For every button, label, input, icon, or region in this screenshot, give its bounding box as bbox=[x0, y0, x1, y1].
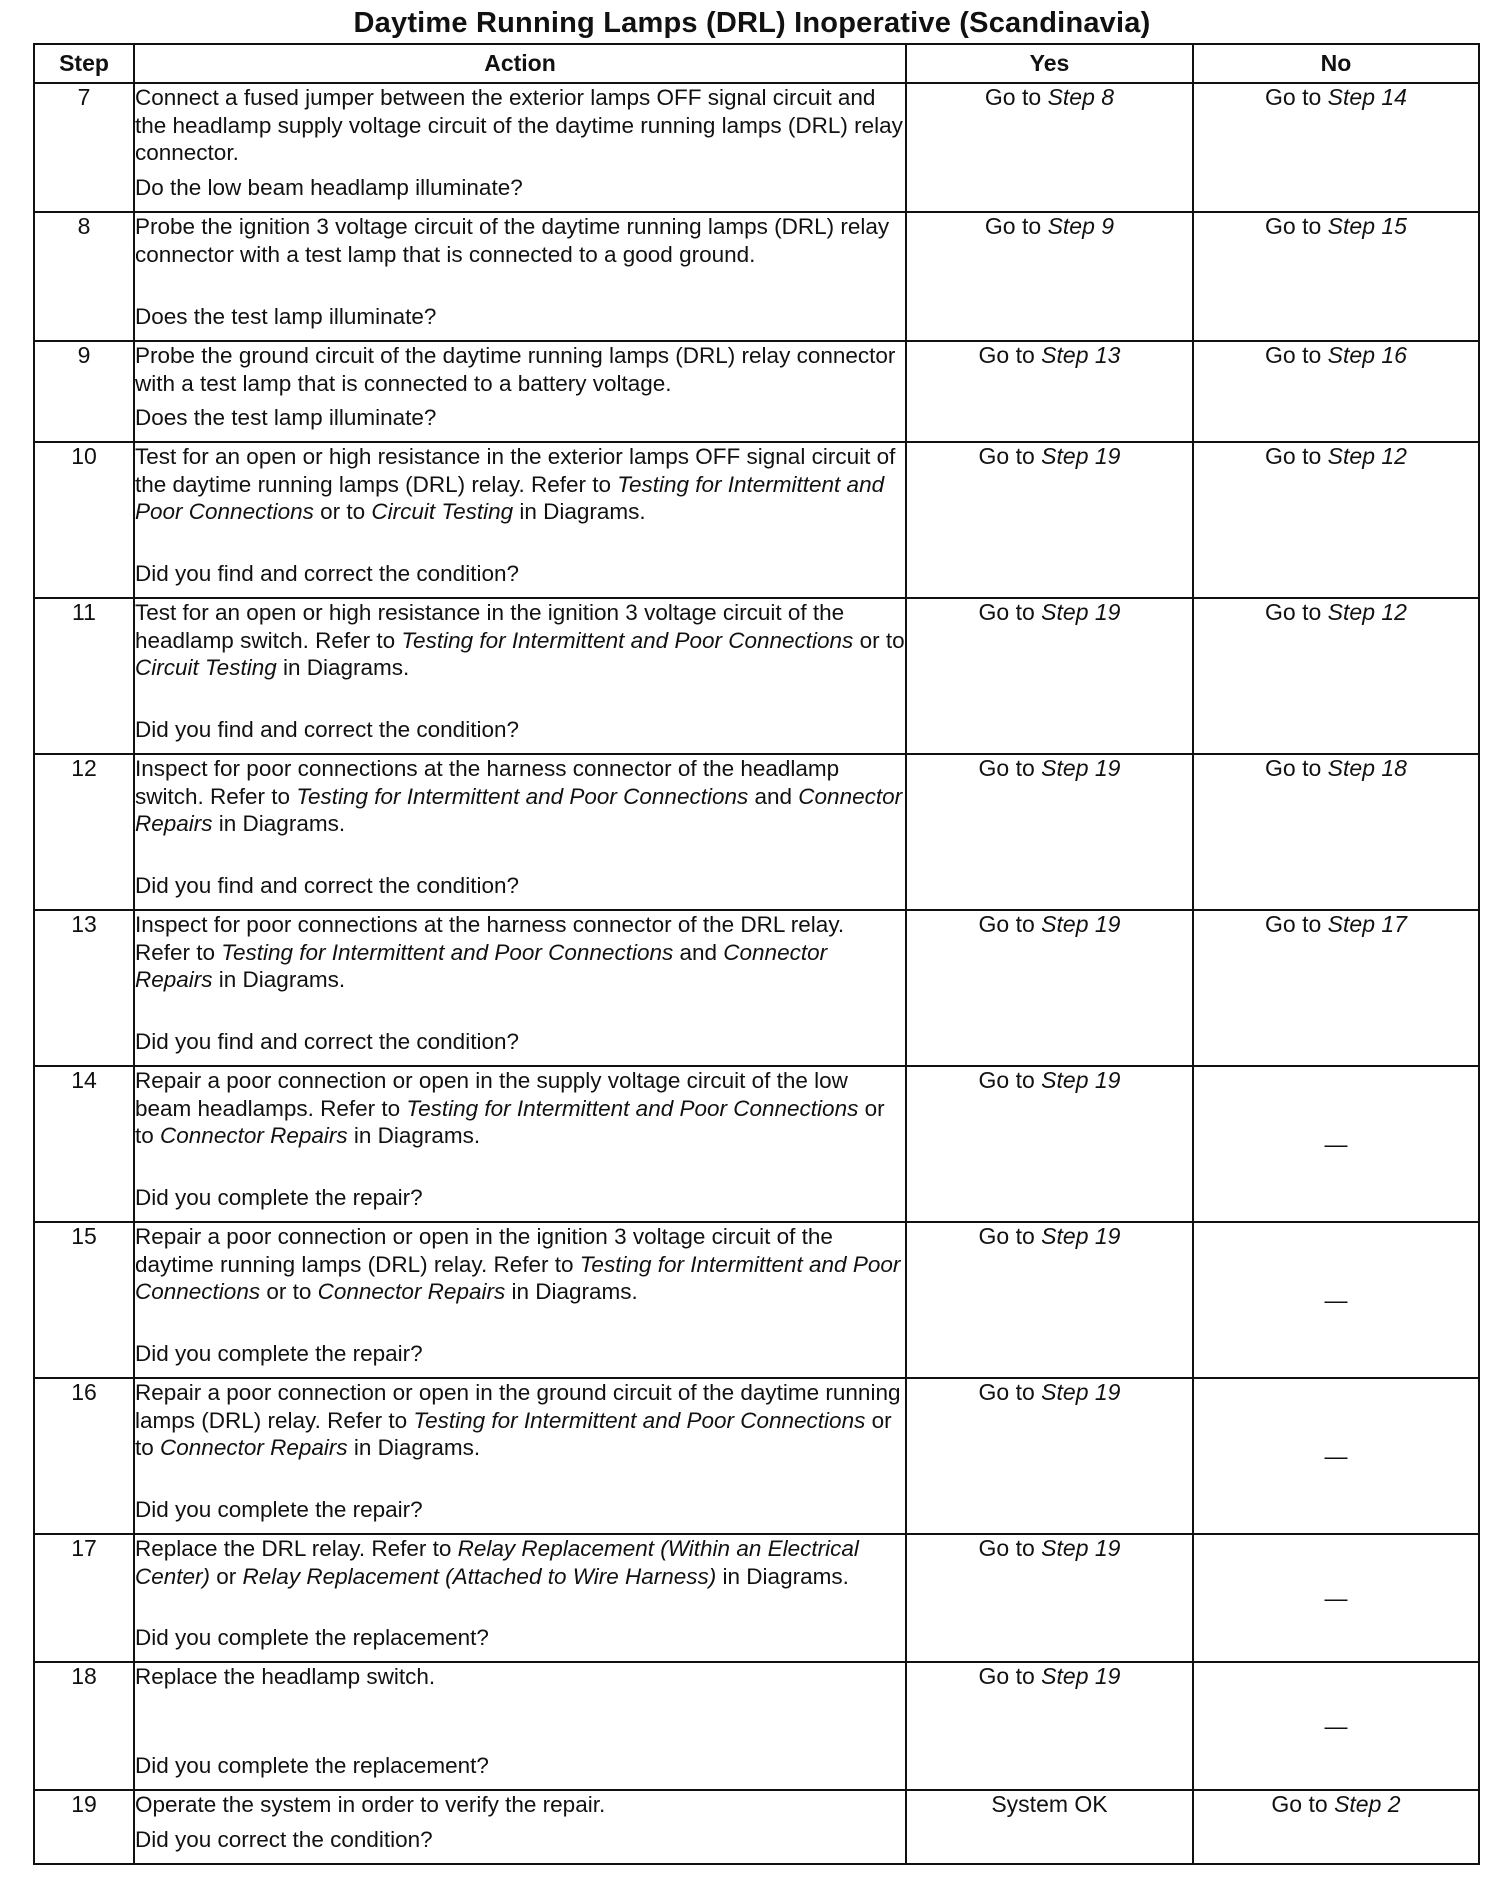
no-cell bbox=[1193, 1662, 1479, 1790]
action-question: Did you find and correct the condition? bbox=[135, 872, 519, 898]
step-reference: Step 19 bbox=[1041, 599, 1121, 625]
action-cell bbox=[134, 212, 906, 341]
step-reference: Step 18 bbox=[1327, 755, 1407, 781]
no-cell bbox=[1193, 212, 1479, 341]
go-to-label: Go to bbox=[978, 1223, 1035, 1249]
action-instruction bbox=[135, 911, 905, 994]
step-number: 18 bbox=[34, 1662, 134, 1790]
table-row bbox=[34, 1790, 1479, 1864]
instruction-text: Repair a poor connection or open in the ignition 3 voltage circuit of the daytime running lamps (DRL) relay. Refer to bbox=[135, 1224, 833, 1277]
step-number: 13 bbox=[34, 910, 134, 1066]
instruction-text: Repair a poor connection or open in the supply voltage circuit of the low beam headlamps. Refer to bbox=[135, 1068, 848, 1121]
table-row bbox=[34, 1378, 1479, 1534]
step-reference: Step 19 bbox=[1041, 911, 1121, 937]
step-reference: Step 19 bbox=[1041, 1379, 1121, 1405]
go-to-label: Go to bbox=[1265, 443, 1322, 469]
go-to-label: Go to bbox=[978, 443, 1035, 469]
action-cell bbox=[134, 83, 906, 212]
action-cell bbox=[134, 1222, 906, 1378]
instruction-text: Repair a poor connection or open in the ground circuit of the daytime running lamps (DRL) relay. Refer to bbox=[135, 1380, 901, 1433]
yes-cell bbox=[906, 83, 1193, 212]
table-row bbox=[34, 1222, 1479, 1378]
action-instruction bbox=[135, 1223, 905, 1306]
reference-title: Testing for Intermittent and Poor Connections bbox=[401, 627, 854, 653]
step-reference: Step 15 bbox=[1327, 213, 1407, 239]
reference-title: Circuit Testing bbox=[135, 655, 277, 680]
reference-title: Connector Repairs bbox=[160, 1435, 348, 1460]
go-to-label: Go to bbox=[1271, 1791, 1328, 1817]
step-number: 8 bbox=[34, 212, 134, 341]
table-row bbox=[34, 754, 1479, 910]
reference-title: Testing for Intermittent and Poor Connections bbox=[413, 1407, 866, 1433]
reference-title: Testing for Intermittent and Poor Connections bbox=[135, 471, 885, 524]
action-cell bbox=[134, 754, 906, 910]
go-to-label: Go to bbox=[1265, 342, 1322, 368]
reference-title: Relay Replacement (Attached to Wire Harness) bbox=[242, 1563, 717, 1589]
action-question: Does the test lamp illuminate? bbox=[135, 303, 437, 329]
go-to-label: Go to bbox=[1265, 84, 1322, 110]
instruction-text: or to bbox=[135, 1407, 892, 1460]
go-to-label: Go to bbox=[978, 755, 1035, 781]
no-answer-dash: — bbox=[1324, 1584, 1348, 1611]
instruction-text: in Diagrams. bbox=[347, 1123, 481, 1148]
action-instruction bbox=[135, 213, 905, 268]
action-instruction bbox=[135, 755, 905, 838]
go-to-label: Go to bbox=[984, 213, 1042, 239]
step-reference: Step 2 bbox=[1334, 1791, 1401, 1817]
yes-cell bbox=[906, 1534, 1193, 1662]
instruction-text: or to bbox=[313, 499, 372, 524]
step-number: 10 bbox=[34, 442, 134, 598]
action-instruction bbox=[135, 1535, 905, 1590]
yes-cell bbox=[906, 1662, 1193, 1790]
step-number: 7 bbox=[34, 83, 134, 212]
no-answer-dash: — bbox=[1324, 1130, 1348, 1157]
step-reference: Step 19 bbox=[1041, 1067, 1121, 1093]
action-question: Did you complete the repair? bbox=[135, 1340, 423, 1366]
table-row bbox=[34, 212, 1479, 341]
reference-title: Connector Repairs bbox=[160, 1123, 348, 1148]
instruction-text: Inspect for poor connections at the harness connector of the DRL relay. Refer to bbox=[135, 912, 845, 965]
yes-cell bbox=[906, 1378, 1193, 1534]
action-question: Do the low beam headlamp illuminate? bbox=[135, 174, 523, 200]
no-cell bbox=[1193, 341, 1479, 442]
yes-cell bbox=[906, 1222, 1193, 1378]
instruction-text: Probe the ignition 3 voltage circuit of the daytime running lamps (DRL) relay connector with a test lamp that is connected to a good ground. bbox=[135, 214, 890, 267]
step-reference: Step 9 bbox=[1047, 213, 1115, 239]
instruction-text: in Diagrams. bbox=[212, 811, 346, 836]
go-to-label: Go to bbox=[1265, 911, 1322, 937]
step-number: 16 bbox=[34, 1378, 134, 1534]
action-instruction bbox=[135, 599, 905, 682]
step-reference: Step 13 bbox=[1041, 342, 1121, 368]
go-to-label: Go to bbox=[978, 1067, 1035, 1093]
reference-title: Testing for Intermittent and Poor Connections bbox=[296, 783, 749, 809]
instruction-text: or to bbox=[135, 1095, 885, 1148]
action-cell bbox=[134, 1662, 906, 1790]
step-reference: Step 19 bbox=[1041, 1535, 1121, 1561]
step-reference: Step 8 bbox=[1047, 84, 1115, 110]
page-title: Daytime Running Lamps (DRL) Inoperative (Scandinavia) bbox=[353, 7, 1151, 39]
instruction-text: in Diagrams. bbox=[513, 499, 646, 524]
no-answer-dash: — bbox=[1324, 1442, 1348, 1469]
instruction-text: Probe the ground circuit of the daytime running lamps (DRL) relay connector with a test lamp that is connected to a battery voltage. bbox=[135, 343, 896, 396]
instruction-text: Test for an open or high resistance in the ignition 3 voltage circuit of the headlamp switch. Refer to bbox=[135, 600, 845, 653]
yes-cell bbox=[906, 212, 1193, 341]
instruction-text: in Diagrams. bbox=[347, 1435, 481, 1460]
go-to-label: Go to bbox=[978, 911, 1035, 937]
no-cell bbox=[1193, 754, 1479, 910]
action-cell bbox=[134, 910, 906, 1066]
yes-cell bbox=[906, 598, 1193, 754]
table-header-row bbox=[34, 44, 1479, 83]
action-instruction bbox=[135, 84, 905, 167]
reference-title: Circuit Testing bbox=[371, 499, 514, 524]
table-row bbox=[34, 83, 1479, 212]
reference-title: Testing for Intermittent and Poor Connections bbox=[406, 1095, 859, 1121]
step-reference: Step 17 bbox=[1327, 911, 1407, 937]
action-instruction bbox=[135, 342, 905, 397]
go-to-label: Go to bbox=[978, 1535, 1035, 1561]
instruction-text: in Diagrams. bbox=[212, 967, 346, 992]
no-answer-dash: — bbox=[1324, 1286, 1348, 1313]
instruction-text: Replace the headlamp switch. bbox=[135, 1664, 436, 1689]
instruction-text: or bbox=[210, 1563, 243, 1589]
header-no: No bbox=[1193, 44, 1479, 83]
step-reference: Step 19 bbox=[1041, 755, 1121, 781]
step-reference: Step 16 bbox=[1327, 342, 1407, 368]
step-number: 9 bbox=[34, 341, 134, 442]
no-cell bbox=[1193, 598, 1479, 754]
go-to-label: Go to bbox=[1265, 599, 1322, 625]
action-cell bbox=[134, 1378, 906, 1534]
action-instruction bbox=[135, 1663, 905, 1691]
no-cell bbox=[1193, 1790, 1479, 1864]
action-cell bbox=[134, 1790, 906, 1864]
no-cell bbox=[1193, 1222, 1479, 1378]
reference-title: Testing for Intermittent and Poor Connections bbox=[221, 939, 674, 965]
instruction-text: Inspect for poor connections at the harness connector of the headlamp switch. Refer to bbox=[135, 756, 840, 809]
instruction-text: Test for an open or high resistance in the exterior lamps OFF signal circuit of the daytime running lamps (DRL) relay. Refer to bbox=[135, 444, 896, 497]
yes-cell bbox=[906, 1790, 1193, 1864]
step-number: 17 bbox=[34, 1534, 134, 1662]
diagnostic-table bbox=[33, 43, 1480, 1865]
action-cell bbox=[134, 1066, 906, 1222]
go-to-label: Go to bbox=[978, 342, 1035, 368]
step-reference: Step 19 bbox=[1041, 443, 1121, 469]
step-reference: Step 14 bbox=[1327, 84, 1407, 110]
action-cell bbox=[134, 442, 906, 598]
go-to-label: Go to bbox=[1265, 213, 1322, 239]
step-reference: Step 19 bbox=[1041, 1223, 1121, 1249]
table-row bbox=[34, 442, 1479, 598]
action-question: Did you complete the replacement? bbox=[135, 1624, 489, 1650]
go-to-label: Go to bbox=[1265, 755, 1322, 781]
yes-cell bbox=[906, 341, 1193, 442]
instruction-text: in Diagrams. bbox=[505, 1279, 638, 1304]
reference-title: Connector Repairs bbox=[135, 783, 903, 836]
instruction-text: or to bbox=[853, 627, 905, 653]
header-action: Action bbox=[134, 44, 906, 83]
instruction-text: in Diagrams. bbox=[276, 655, 410, 680]
reference-title: Relay Replacement (Within an Electrical Center) bbox=[135, 1536, 859, 1589]
instruction-text: and bbox=[748, 783, 799, 809]
yes-cell bbox=[906, 910, 1193, 1066]
action-instruction bbox=[135, 1379, 905, 1462]
no-cell bbox=[1193, 1378, 1479, 1534]
step-reference: Step 12 bbox=[1327, 599, 1407, 625]
no-cell bbox=[1193, 1534, 1479, 1662]
step-reference: Step 19 bbox=[1041, 1663, 1121, 1689]
action-instruction bbox=[135, 1067, 905, 1150]
yes-cell bbox=[906, 1066, 1193, 1222]
action-cell bbox=[134, 598, 906, 754]
header-step: Step bbox=[34, 44, 134, 83]
instruction-text: or to bbox=[260, 1279, 318, 1304]
action-question: Did you find and correct the condition? bbox=[135, 560, 519, 586]
action-instruction bbox=[135, 443, 905, 526]
no-cell bbox=[1193, 442, 1479, 598]
no-cell bbox=[1193, 1066, 1479, 1222]
step-number: 15 bbox=[34, 1222, 134, 1378]
action-question: Did you correct the condition? bbox=[135, 1826, 433, 1852]
action-question: Did you complete the repair? bbox=[135, 1184, 423, 1210]
go-to-label: Go to bbox=[978, 599, 1035, 625]
action-cell bbox=[134, 1534, 906, 1662]
reference-title: Connector Repairs bbox=[135, 939, 828, 992]
reference-title: Testing for Intermittent and Poor Connections bbox=[135, 1251, 901, 1304]
table-body bbox=[34, 83, 1479, 1864]
go-to-label: Go to bbox=[984, 84, 1042, 110]
table-row bbox=[34, 1066, 1479, 1222]
action-question: Did you find and correct the condition? bbox=[135, 1028, 519, 1054]
instruction-text: Operate the system in order to verify the repair. bbox=[135, 1792, 606, 1817]
action-question: Did you complete the repair? bbox=[135, 1496, 423, 1522]
reference-title: Connector Repairs bbox=[317, 1279, 506, 1304]
instruction-text: in Diagrams. bbox=[716, 1563, 849, 1589]
table-row bbox=[34, 1662, 1479, 1790]
step-number: 11 bbox=[34, 598, 134, 754]
instruction-text: Replace the DRL relay. Refer to bbox=[135, 1536, 458, 1561]
header-yes: Yes bbox=[906, 44, 1193, 83]
result-text: System OK bbox=[991, 1791, 1108, 1817]
yes-cell bbox=[906, 754, 1193, 910]
action-question: Did you find and correct the condition? bbox=[135, 716, 519, 742]
action-instruction bbox=[135, 1791, 905, 1819]
no-cell bbox=[1193, 910, 1479, 1066]
table-row bbox=[34, 1534, 1479, 1662]
step-number: 12 bbox=[34, 754, 134, 910]
step-number: 19 bbox=[34, 1790, 134, 1864]
go-to-label: Go to bbox=[978, 1663, 1035, 1689]
no-cell bbox=[1193, 83, 1479, 212]
action-cell bbox=[134, 341, 906, 442]
yes-cell bbox=[906, 442, 1193, 598]
instruction-text: Connect a fused jumper between the exterior lamps OFF signal circuit and the headlamp supply voltage circuit of the daytime running lamps (DRL) relay connector. bbox=[135, 85, 903, 165]
table-row bbox=[34, 598, 1479, 754]
table-row bbox=[34, 341, 1479, 442]
instruction-text: and bbox=[673, 939, 724, 965]
step-number: 14 bbox=[34, 1066, 134, 1222]
action-question: Does the test lamp illuminate? bbox=[135, 404, 437, 430]
no-answer-dash: — bbox=[1324, 1712, 1348, 1739]
step-reference: Step 12 bbox=[1327, 443, 1407, 469]
table-row bbox=[34, 910, 1479, 1066]
action-question: Did you complete the replacement? bbox=[135, 1752, 489, 1778]
go-to-label: Go to bbox=[978, 1379, 1035, 1405]
